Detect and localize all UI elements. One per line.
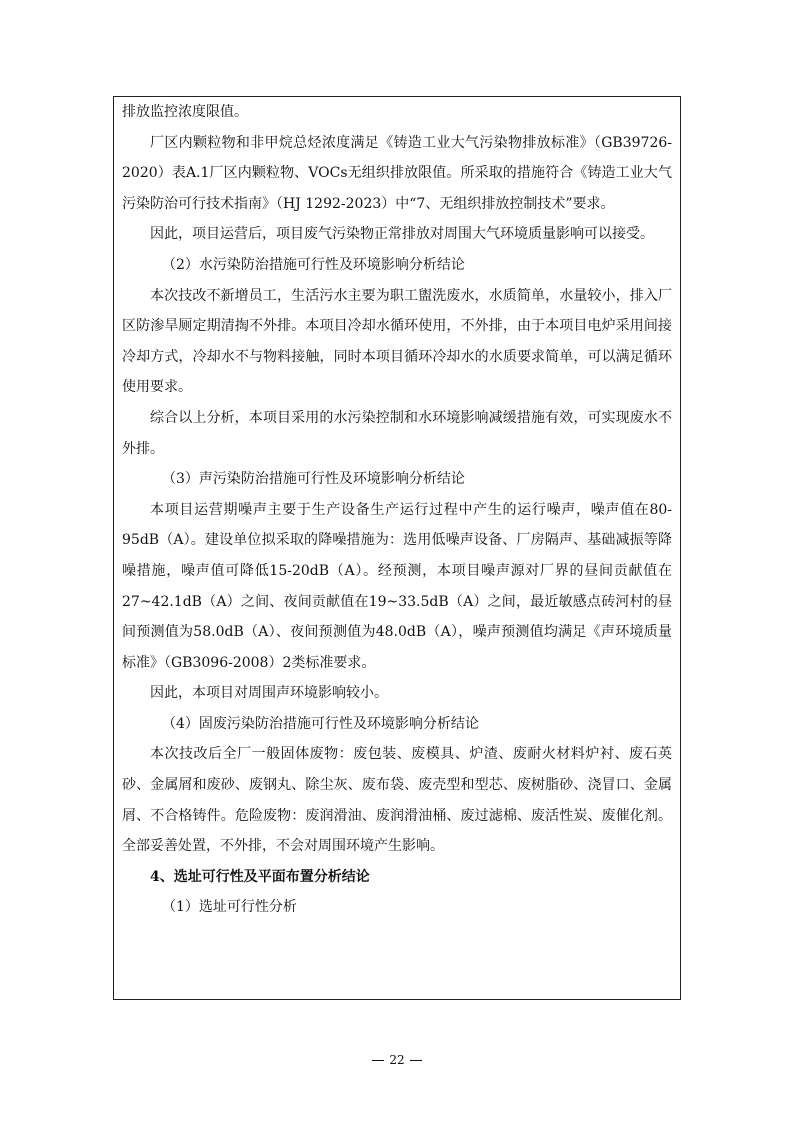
heading-site-feasibility: （1）选址可行性分析 (162, 899, 297, 916)
body-text (122, 97, 672, 923)
footer-dash-right (410, 1060, 422, 1061)
heading-site-selection: 4、选址可行性及平面布置分析结论 (150, 868, 370, 885)
page-number: 22 (389, 1053, 405, 1067)
heading-noise-pollution: （3）声污染防治措施可行性及环境影响分析结论 (162, 471, 465, 488)
paragraph-wastewater: 本次技改不新增员工，生活污水主要为职工盥洗废水，水质简单，水量较小，排入厂区防渗旱厕定期清掏不外排。本项目冷却水循环使用，不外排，由于本项目电炉采用间接冷却方式，冷却水不与物料接触，同时本项目循环冷却水的水质要求简单，可以满足循环使用要求。 (122, 287, 672, 396)
paragraph-particulate-emissions: 厂区内颗粒物和非甲烷总烃浓度满足《铸造工业大气污染物排放标准》（GB39726-2020）表A.1厂区内颗粒物、VOCs无组织排放限值。所采取的措施符合《铸造工业大气污染防治可行技术指南》（HJ 1292-2023）中“7、无组织排放控制技术”要求。 (122, 134, 672, 212)
heading-water-pollution: （2）水污染防治措施可行性及环境影响分析结论 (162, 256, 465, 273)
page-footer (0, 1052, 794, 1068)
footer-dash-left (372, 1060, 384, 1061)
heading-solid-waste: （4）固废污染防治措施可行性及环境影响分析结论 (162, 715, 479, 732)
paragraph-continuation: 排放监控浓度限值。 (122, 104, 248, 120)
paragraph-air-conclusion: 因此，项目运营后，项目废气污染物正常排放对周围大气环境质量影响可以接受。 (150, 226, 654, 243)
paragraph-water-conclusion: 综合以上分析，本项目采用的水污染控制和水环境影响减缓措施有效，可实现废水不外排。 (122, 409, 672, 457)
text-box-frame (113, 96, 681, 1000)
paragraph-solid-waste: 本次技改后全厂一般固体废物：废包装、废模具、炉渣、废耐火材料炉衬、废石英砂、金属屑和废砂、废钢丸、除尘灰、废布袋、废壳型和型芯、废树脂砂、浇冒口、金属屑、不合格铸件。危险废物：废润滑油、废润滑油桶、废过滤棉、废活性炭、废催化剂。全部妥善处置，不外排，不会对周围环境产生影响。 (122, 746, 672, 855)
paragraph-noise-conclusion: 因此，本项目对周围声环境影响较小。 (150, 685, 388, 702)
paragraph-noise: 本项目运营期噪声主要于生产设备生产运行过程中产生的运行噪声，噪声值在80-95dB（A）。建设单位拟采取的降噪措施为：选用低噪声设备、厂房隔声、基础减振等降噪措施，噪声值可降低15-20dB（A）。经预测，本项目噪声源对厂界的昼间贡献值在27~42.1dB（A）之间、夜间贡献值在19~33.5dB（A）之间，最近敏感点砖河村的昼间预测值为58.0dB（A）、夜间预测值为48.0dB（A），噪声预测值均满足《声环境质量标准》（GB3096-2008）2类标准要求。 (122, 501, 672, 671)
